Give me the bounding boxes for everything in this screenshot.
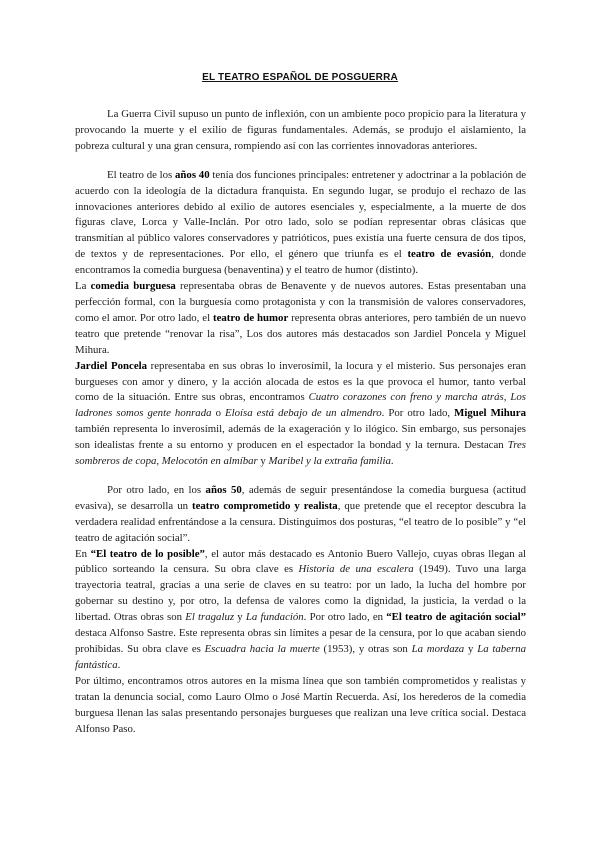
italic-text: Tres sombreros de copa, Melocotón en almíbar (75, 439, 526, 468)
bold-text: años 50 (205, 483, 242, 496)
bold-text: “El teatro de lo posible” (90, 547, 205, 560)
text: , el autor más destacado es Antonio Buero Vallejo, cuyas obras llegan al público sorteando la censura. Su obra clave es (75, 547, 526, 576)
text: representa obras anteriores, pero también de un nuevo teatro que pretende “renovar la risa”, Los dos autores más destacados son Jardiel Poncela y Miguel Mihura. (75, 311, 526, 356)
text: representaba obras de Benavente y de nuevos autores. Estas presentaban una perfección formal, con la burguesía como protagonista y con la transmisión de valores conservadores, como el amor. Por otro lado, el (75, 280, 526, 324)
paragraph-other-authors (75, 674, 526, 738)
text: Por otro lado, en los (107, 483, 206, 496)
text: El teatro de los (107, 168, 176, 181)
italic-text: La mordaza (411, 643, 465, 655)
text: y (234, 611, 246, 624)
text: o (211, 407, 226, 420)
bold-text: Miguel Mihura (454, 407, 526, 420)
text: . Por otro lado, en (303, 611, 387, 624)
italic-text: La taberna fantástica (75, 643, 526, 671)
paragraph-1950s (75, 483, 526, 547)
text: representaba en sus obras lo inverosímil, la locura y el misterio. Sus personajes eran burgueses con amor y dinero, y la acción alocada de estos es la que provoca el humor, tanto verbal como de la situación. Entre sus obras, encontramos (75, 359, 526, 404)
text: y (464, 643, 478, 655)
paragraph-teatro-posible (75, 547, 526, 674)
text: tenía dos funciones principales: entretener y adoctrinar a la población de acuerdo con la ideología de la dictadura franquista. En segundo lugar, se produjo el rechazo de las innovaciones anteriores debido al exilio de autores esenciales y, especialmente, a la muerte de dos figuras clave, Lorca y Valle-Inclán. Por otro lado, solo se podían representar obras clásicas que transmitían al público valores conservadores y patrióticos, pues existía una fuerte censura de dos tipos, de textos y de representaciones. Por ello, el género que triunfa es el (75, 168, 527, 261)
text: también representa lo inverosímil, además de la exageración y lo ilógico. Sin embargo, sus personajes son idealistas frente a su entorno y producen en el espectador la bondad y la ternura. Destacan (75, 423, 526, 452)
document-title: EL TEATRO ESPAÑOL DE POSGUERRA (202, 72, 398, 83)
text: , donde encontramos la comedia burguesa (benaventina) y el teatro de humor (distinto). (75, 248, 526, 277)
bold-text: años 40 (175, 168, 210, 181)
text: . (390, 455, 394, 468)
text: (1953), y otras son (319, 643, 412, 655)
text: La Guerra Civil supuso un punto de inflexión, con un ambiente poco propicio para la literatura y provocando la muerte y el exilio de figuras fundamentales. Además, se produjo el aislamiento, la pobreza cultural y una gran censura, rompiendo así con las corrientes innovadoras anteriores. (75, 108, 526, 152)
paragraph-1940s (75, 168, 526, 279)
text: y (257, 455, 269, 468)
paragraph-comedia-burguesa (75, 279, 526, 359)
text: , además de seguir presentándose la comedia burguesa (actitud evasiva), se desarrolla un (75, 483, 527, 512)
text: . (117, 658, 121, 671)
italic-text: Historia de una escalera (298, 563, 414, 576)
text: destaca Alfonso Sastre. Este representa obras sin límites a pesar de la censura, por lo que acaban siendo prohibidas. Su obra clave es (75, 627, 526, 655)
text: (1949). Tuvo una larga trayectoria teatral, gracias a una serie de claves en su teatro: por un lado, la lucha del hombre por gobernar su destino y, por otro, la defensa de valores como la dignidad, la justicia, la verdad o la libertad. Otras obras son (75, 563, 527, 624)
italic-text: La fundación (245, 611, 304, 624)
bold-text: Jardiel Poncela (75, 359, 148, 372)
text: La (75, 280, 91, 293)
document-body (75, 107, 526, 737)
bold-text: comedia burguesa (90, 280, 176, 293)
paragraph-jardiel-poncela (75, 359, 526, 470)
bold-text: teatro de humor (213, 311, 289, 324)
text: , que pretende que el receptor descubra la verdadera realidad enfrentándose a la censura. Distinguimos dos posturas, “el teatro de lo posible” y “el teatro de agitación social”. (75, 499, 526, 544)
italic-text: El tragaluz (185, 611, 235, 624)
paragraph-civil-war (75, 107, 526, 155)
text: . Por otro lado, (381, 407, 455, 420)
bold-text: “El teatro de agitación social” (386, 611, 527, 624)
text: En (75, 547, 91, 560)
text: Por último, encontramos otros autores en la misma línea que son también comprometidos y realistas y tratan la denuncia social, como Lauro Olmo o José Martín Recuerda. Así, los herederos de la comedia burguesa llenan las salas presentando personajes burgueses que realizan una leve crítica social. Destaca Alfonso Paso. (75, 674, 526, 735)
italic-text: Escuadra hacia la muerte (204, 643, 320, 655)
italic-text: Maribel y la extraña familia (268, 455, 391, 468)
italic-text: Eloísa está debajo de un almendro (225, 407, 382, 420)
bold-text: teatro de evasión (407, 248, 492, 261)
italic-text: Cuatro corazones con freno y marcha atrás, Los ladrones somos gente honrada (75, 391, 526, 420)
bold-text: teatro comprometido y realista (192, 499, 338, 512)
